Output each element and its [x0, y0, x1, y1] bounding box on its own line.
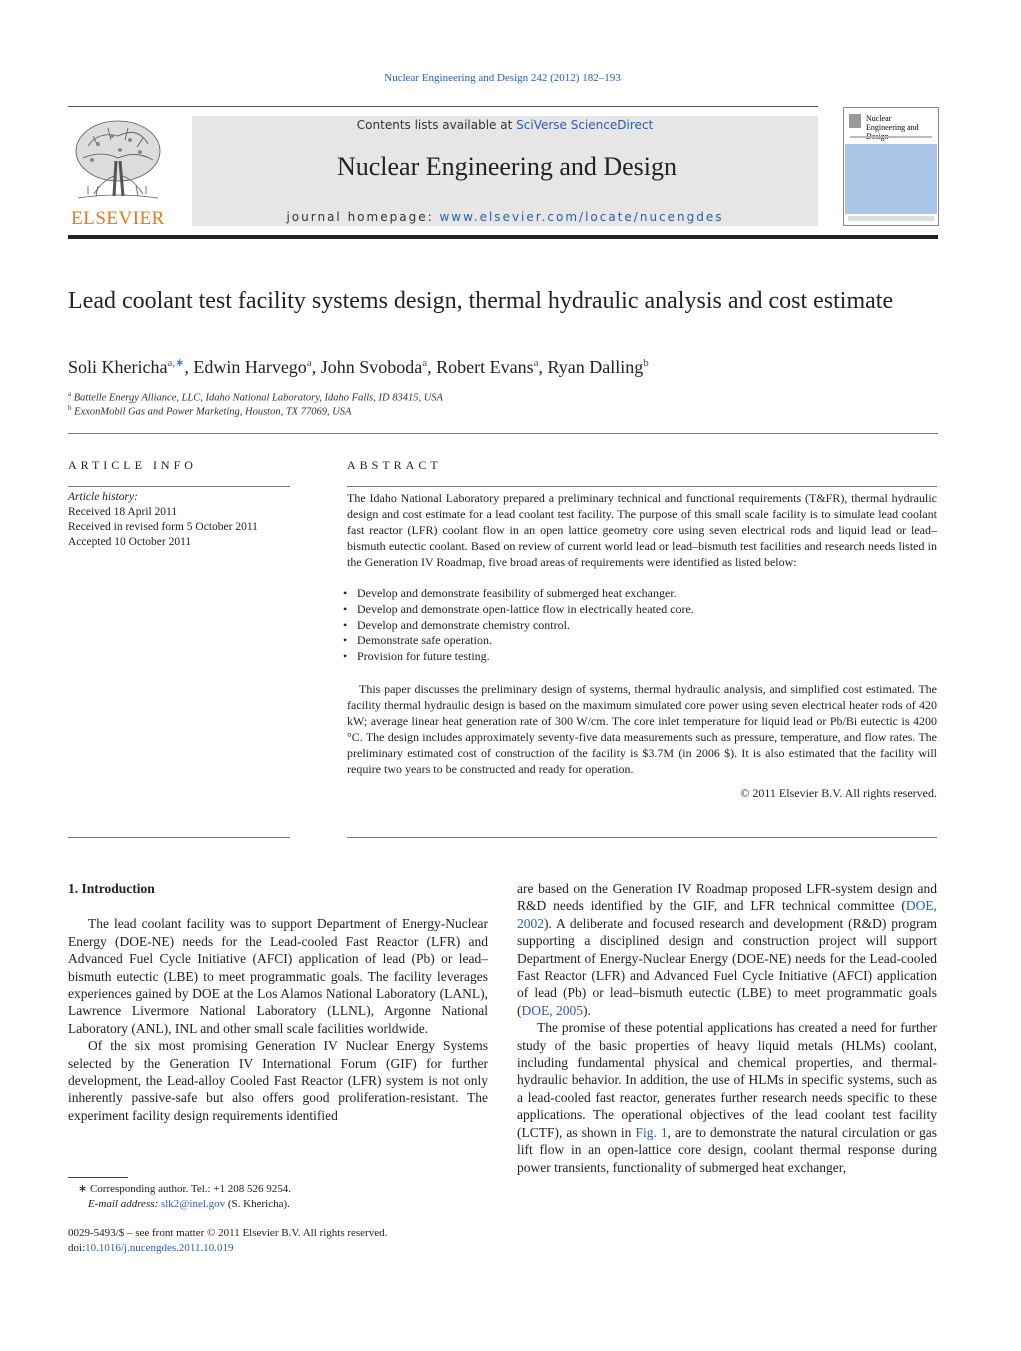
affiliation-a — [68, 390, 443, 404]
body-paragraph — [517, 1019, 937, 1176]
article-history — [68, 490, 290, 550]
cover-title: Nuclear Engineering and — [866, 114, 919, 132]
requirements-list — [343, 586, 937, 665]
abstract-body — [343, 490, 937, 801]
figure-link-fig-1[interactable]: Fig. 1 — [635, 1124, 668, 1140]
header-thick-rule — [68, 235, 938, 239]
history-revised: Received in revised form 5 October 2011 — [68, 521, 258, 533]
history-label: Article history: — [68, 491, 138, 503]
email-suffix: (S. Khericha). — [225, 1197, 290, 1210]
abstract-bottom-rule — [347, 837, 937, 838]
author-affil-sup[interactable]: a — [306, 357, 312, 369]
bullet-icon: • — [343, 633, 348, 648]
list-item-text: Develop and demonstrate chemistry control. — [357, 617, 570, 632]
list-item — [343, 633, 937, 649]
journal-citation[interactable]: Nuclear Engineering and Design 242 (2012) 182–193 — [384, 72, 621, 84]
article-info-bottom-rule — [68, 837, 290, 838]
history-accepted: Accepted 10 October 2011 — [68, 536, 192, 548]
reference-link-doe-2002[interactable]: DOE, 2002 — [517, 898, 937, 931]
sciencedirect-link[interactable]: SciVerse ScienceDirect — [516, 118, 654, 132]
author-name: Edwin Harvego — [193, 357, 307, 377]
footnote-rule — [68, 1177, 128, 1178]
email-label: E-mail address: — [88, 1197, 161, 1210]
author-name: John Svoboda — [320, 357, 423, 377]
list-item — [343, 617, 937, 634]
body-text: are based on the Generation IV Roadmap proposed LFR-system design and R&D needs identified by the GIF, and LFR technical committee ( — [517, 881, 937, 914]
bullet-icon: • — [343, 601, 348, 616]
affiliation-b — [68, 404, 351, 418]
header-top-rule — [68, 106, 818, 107]
body-column-right — [517, 880, 937, 1176]
issn-line: 0029-5493/$ – see front matter © 2011 Elsevier B.V. All rights reserved. — [68, 1227, 388, 1239]
corresponding-author-footnote — [68, 1182, 488, 1211]
contents-prefix: Contents lists available at — [356, 118, 517, 132]
author-list: Soli Khericha$^{a,∗}$, Edwin Harvego$^a$, John Svoboda$^a$, Robert Evans$^a$, Ryan Dalling$^b$ — [68, 357, 649, 377]
body-paragraph: The lead coolant facility was to support Department of Energy-Nuclear Energy (DOE-NE) needs for the Lead-cooled Fast Reactor (LFR) and Advanced Fuel Cycle Initiative (AFCI) application of lead (Pb) or lead–bismuth eutectic (LBE) to meet programmatic goals. The facility leverages experiences gained by DOE at the Los Alamos National Laboratory (LANL), Lawrence Livermore National Laboratory (LLNL), Argonne National Laboratory (ANL), INL and other small scale facilities worldwide. — [68, 916, 488, 1036]
author-affil-sup[interactable]: b — [643, 357, 649, 369]
article-info-heading: ARTICLE INFO — [68, 458, 197, 472]
history-received: Received 18 April 2011 — [68, 506, 178, 518]
author-affil-sup[interactable]: a,∗ — [167, 357, 185, 369]
body-text: The promise of these potential applications has created a need for further study of the basic properties of heavy liquid metals (HLMs) coolant, including fundamental physical and chemical properties, and thermal-hydraulic behavior. In addition, the use of HLMs in specific systems, such as a lead-cooled fast reactor, generates further research needs specific to these applications. The operational objectives of the lead coolant test facility (LCTF), as shown in — [517, 1020, 937, 1140]
abstract-paragraph-1: The Idaho National Laboratory prepared a preliminary technical and functional requirements (T&FR), thermal hydraulic design and cost estimate for a lead coolant test facility. The purpose of this small scale facility is to simulate lead coolant fast reactor (LFR) coolant flow in an open lattice geometry core using seven electrical rods and liquid lead or lead–bismuth eutectic coolant. Based on review of current world lead or lead–bismuth test facilities and research needs listed in the Generation IV Roadmap, five broad areas of requirements were identified as listed below: — [347, 491, 937, 569]
list-item-text: Demonstrate safe operation. — [357, 633, 492, 648]
body-text: ). — [583, 1002, 591, 1018]
list-item-text: Develop and demonstrate open-lattice flow in electrically heated core. — [357, 601, 694, 616]
author-name: Ryan Dalling — [547, 357, 644, 377]
article-info-rule — [68, 486, 290, 487]
affil-label: a — [68, 390, 72, 398]
author-affil-sup[interactable]: a — [422, 357, 428, 369]
list-item-text: Develop and demonstrate feasibility of submerged heat exchanger. — [357, 586, 677, 600]
abstract-paragraph-2: This paper discusses the preliminary design of systems, thermal hydraulic analysis, and simplified cost estimated. The facility thermal hydraulic design is based on the maximum simulated core power using seven electrical heater rods of 420 kW; average linear heat generation rate of 300 W/cm. The core inlet temperature for liquid lead or Pb/Bi eutectic is 4200 °C. The design includes approximately seventy-five data measurements such as pressure, temperature, and flow rates. The preliminary estimated cost of construction of the facility is $3.7M (in 2006 $). It is also estimated that the facility will require two years to be constructed and ready for operation. — [347, 681, 937, 776]
authors-divider — [68, 433, 938, 434]
corresponding-author-line: ∗ Corresponding author. Tel.: +1 208 526 9254. — [78, 1183, 292, 1195]
list-item-text: Provision for future testing. — [357, 649, 490, 664]
bullet-icon: • — [343, 649, 348, 664]
body-paragraph — [517, 880, 937, 1019]
bullet-icon: • — [343, 617, 348, 632]
abstract-heading: ABSTRACT — [347, 458, 442, 472]
body-column-left — [68, 880, 488, 1124]
body-text: , are to demonstrate the natural circulation or gas lift flow in an open-lattice core design, coolant thermal response during power transients, functionality of submerged heat exchanger, — [517, 1124, 937, 1175]
author-affil-sup[interactable]: a — [533, 357, 539, 369]
list-item — [343, 586, 937, 602]
author-name: Robert Evans — [436, 357, 534, 377]
body-paragraph: Of the six most promising Generation IV Nuclear Energy Systems selected by the Generation IV International Forum (GIF) for further development, the Lead-alloy Cooled Fast Reactor (LFR) system is not only inherently passive-safe but also offers good proliferation-resistant. The experiment facility design requirements identified — [68, 1038, 488, 1123]
email-line — [68, 1197, 488, 1212]
reference-link-doe-2005[interactable]: DOE, 2005 — [521, 1002, 583, 1018]
journal-cover-thumbnail[interactable] — [843, 107, 939, 226]
abstract-copyright: © 2011 Elsevier B.V. All rights reserved. — [740, 785, 937, 800]
cover-footer-strip — [848, 216, 934, 221]
abstract-rule — [347, 486, 937, 487]
journal-homepage-line — [192, 210, 818, 224]
section-heading-introduction: 1. Introduction — [68, 881, 155, 896]
affil-text: ExxonMobil Gas and Power Marketing, Houston, TX 77069, USA — [74, 406, 352, 418]
cover-subtitle-line — [850, 136, 932, 138]
affil-label: b — [68, 404, 72, 412]
elsevier-logo — [68, 116, 168, 228]
author-name: Soli Khericha — [68, 357, 168, 377]
contents-available-line — [192, 118, 818, 132]
doi-line — [68, 1241, 488, 1256]
paper-title: Lead coolant test facility systems design, thermal hydraulic analysis and cost estimate — [68, 288, 894, 314]
homepage-prefix: journal homepage: — [286, 210, 440, 224]
doi-link[interactable]: 10.1016/j.nucengdes.2011.10.019 — [85, 1242, 234, 1254]
journal-title[interactable]: Nuclear Engineering and Design — [336, 152, 678, 181]
issn-doi-block — [68, 1226, 488, 1256]
doi-prefix: doi: — [68, 1242, 86, 1254]
cover-blue-panel — [845, 144, 937, 214]
list-item — [343, 601, 937, 618]
body-text: ). A deliberate and focused research and development (R&D) program supporting a disciplined design and construction project will support Department of Energy-Nuclear Energy (DOE-NE) needs for the Lead-cooled Fast Reactor (LFR) and Advanced Fuel Cycle Initiative (AFCI) application of lead (Pb) or lead–bismuth eutectic (LBE) to meet programmatic goals ( — [517, 915, 937, 1018]
bullet-icon: • — [343, 586, 348, 600]
affil-text: Battelle Energy Alliance, LLC, Idaho National Laboratory, Idaho Falls, ID 83415, USA — [73, 392, 443, 404]
cover-logo-icon — [849, 114, 861, 128]
homepage-link[interactable]: www.elsevier.com/locate/nucengdes — [439, 210, 724, 224]
elsevier-wordmark: ELSEVIER — [71, 208, 165, 229]
email-link[interactable]: slk2@inel.gov — [160, 1197, 226, 1210]
list-item — [343, 649, 937, 665]
